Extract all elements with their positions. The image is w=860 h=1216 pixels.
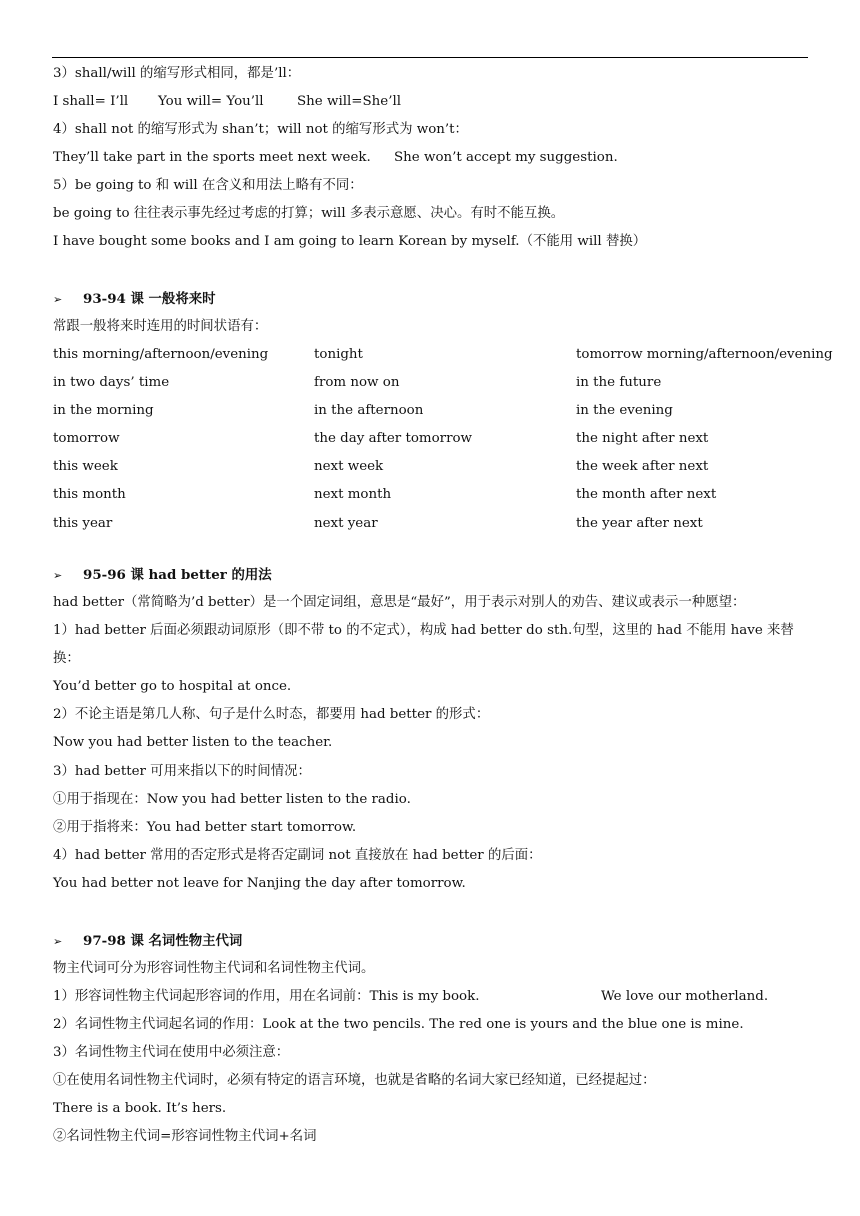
time-adverb-cell: the month after next [576,487,717,502]
section-heading-95-96 [53,566,272,585]
section-heading-97-98 [53,932,242,951]
contraction-example: She will=She’ll [297,94,402,109]
time-adverb-cell: in the morning [53,403,154,418]
example-sentence: They’ll take part in the sports meet next week. [53,150,371,165]
s3-point-1-cont: 换： [53,651,80,666]
s4-point-1: 1）形容词性物主代词起形容词的作用，用在名词前：This is my book. [53,989,480,1004]
time-adverb-cell: this year [53,516,113,531]
time-adverb-cell: in the evening [576,403,673,418]
contraction-example: I shall= I’ll [53,94,129,109]
s4-point-2: 2）名词性物主代词起名词的作用：Look at the two pencils. The red one is yours and the blue one is mine. [53,1017,744,1032]
time-adverb-cell: in two days’ time [53,375,170,390]
header-rule [52,57,808,58]
time-adverb-cell: the year after next [576,516,703,531]
example-sentence: You’d better go to hospital at once. [53,679,292,694]
time-adverb-cell: this month [53,487,126,502]
arrow-bullet-icon: ➢ [53,935,63,948]
section-heading-93-94 [53,290,216,309]
s3-point-3-b: ②用于指将来：You had better start tomorrow. [53,820,357,835]
section-title: 97-98 课 名词性物主代词 [83,933,243,949]
s1-point-5-example: I have bought some books and I am going to learn Korean by myself.（不能用 will 替换） [53,234,647,249]
s3-point-3: 3）had better 可用来指以下的时间情况： [53,764,311,779]
s3-point-1: 1）had better 后面必须跟动词原形（即不带 to 的不定式），构成 had better do sth.句型，这里的 had 不能用 have 来替 [53,623,794,638]
time-adverb-cell: from now on [314,375,400,390]
s3-point-3-a: ①用于指现在：Now you had better listen to the radio. [53,792,411,807]
time-adverb-cell: next month [314,487,392,502]
time-adverb-cell: tonight [314,347,363,362]
time-adverb-cell: tomorrow morning/afternoon/evening [576,347,833,362]
time-adverb-cell: tomorrow [53,431,120,446]
s3-point-2: 2）不论主语是第几人称、句子是什么时态，都要用 had better 的形式： [53,707,490,722]
time-adverb-cell: this morning/afternoon/evening [53,347,269,362]
s4-point-3: 3）名词性物主代词在使用中必须注意： [53,1045,290,1060]
arrow-bullet-icon: ➢ [53,569,63,582]
s1-point-5: 5）be going to 和 will 在含义和用法上略有不同： [53,178,363,193]
time-adverb-cell: the night after next [576,431,709,446]
s4-point-3-b: ②名词性物主代词=形容词性物主代词+名词 [53,1129,317,1144]
example-sentence: She won’t accept my suggestion. [394,150,618,165]
s2-intro: 常跟一般将来时连用的时间状语有： [53,319,268,334]
contraction-example: You will= You’ll [158,94,264,109]
time-adverb-cell: in the future [576,375,662,390]
time-adverb-cell: this week [53,459,118,474]
time-adverb-cell: in the afternoon [314,403,424,418]
arrow-bullet-icon: ➢ [53,293,63,306]
example-sentence: You had better not leave for Nanjing the day after tomorrow. [53,876,466,891]
section-title: 93-94 课 一般将来时 [83,291,216,307]
example-sentence: Now you had better listen to the teacher. [53,735,333,750]
section-title: 95-96 课 had better 的用法 [83,567,272,583]
time-adverb-cell: next week [314,459,384,474]
s1-point-5-explanation: be going to 往往表示事先经过考虑的打算；will 多表示意愿、决心。有时不能互换。 [53,206,565,221]
s4-point-3-a: ①在使用名词性物主代词时，必须有特定的语言环境，也就是省略的名词大家已经知道，已经提起过： [53,1073,656,1088]
example-sentence: We love our motherland. [601,989,769,1004]
s1-point-3: 3）shall/will 的缩写形式相同，都是’ll： [53,66,301,81]
s3-point-4: 4）had better 常用的否定形式是将否定副词 not 直接放在 had better 的后面： [53,848,542,863]
s3-paragraph: had better（常简略为’d better）是一个固定词组，意思是“最好”，用于表示对别人的劝告、建议或表示一种愿望： [53,595,746,610]
s1-point-4: 4）shall not 的缩写形式为 shan’t；will not 的缩写形式为 won’t： [53,122,468,137]
time-adverb-cell: next year [314,516,378,531]
example-sentence: There is a book. It’s hers. [53,1101,227,1116]
time-adverb-cell: the day after tomorrow [314,431,472,446]
s4-paragraph: 物主代词可分为形容词性物主代词和名词性物主代词。 [53,961,375,976]
time-adverb-cell: the week after next [576,459,709,474]
